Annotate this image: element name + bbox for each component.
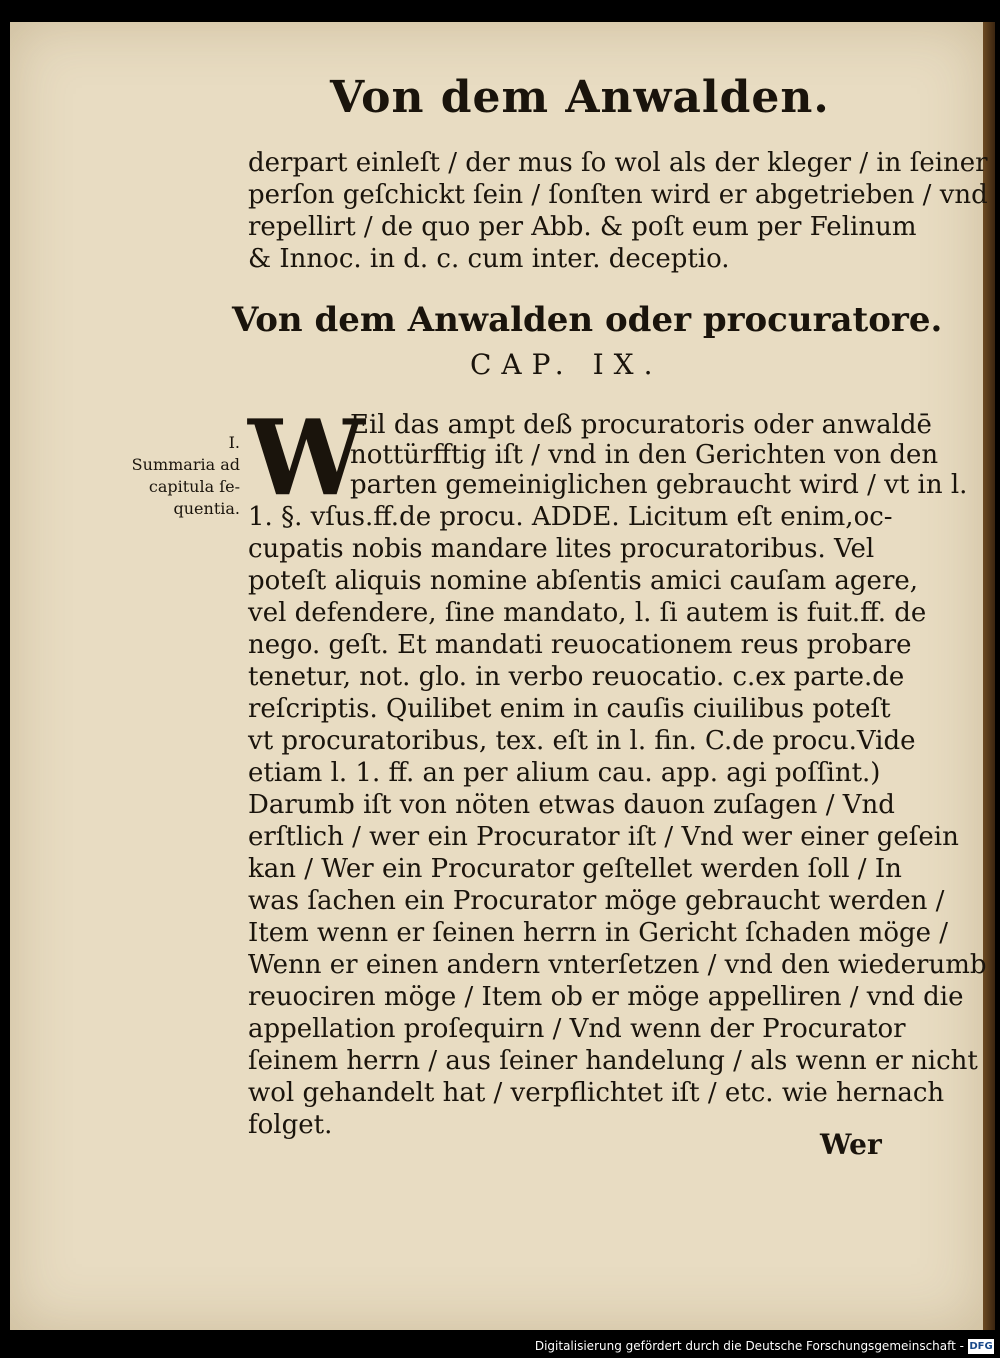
body-line: was ſachen ein Procurator möge gebraucht werden / [248,886,945,916]
body-line: Eil das ampt deß procuratoris oder anwaldē [350,410,932,440]
body-line: Wenn er einen andern vnterſetzen / vnd den wiederumb [248,950,987,980]
body-line: Item wenn er ſeinen herrn in Gericht ſchaden möge / [248,918,949,948]
body-line: Darumb iſt von nöten etwas dauon zuſagen / Vnd [248,790,895,820]
intro-line: repellirt / de quo per Abb. & poſt eum per Felinum [248,212,917,242]
body-line: parten gemeiniglichen gebraucht wird / vt in l. [350,470,968,500]
body-line: wol gehandelt hat / verpflichtet iſt / etc. wie hernach [248,1078,945,1108]
body-line: reſcriptis. Quilibet enim in cauſis ciuilibus poteſt [248,694,891,724]
book-page-edge [983,22,995,1330]
body-line: tenetur, not. glo. in verbo reuocatio. c.ex parte.de [248,662,905,692]
body-line: reuociren möge / Item ob er möge appelliren / vnd die [248,982,964,1012]
body-line: ſeinem herrn / aus ſeiner handelung / als wenn er nicht [248,1046,978,1076]
body-line: nottürfftig iſt / vnd in den Gerichten von den [350,440,939,470]
dfg-logo: DFG [969,1341,993,1352]
intro-line: & Innoc. in d. c. cum inter. deceptio. [248,244,730,274]
body-line: cupatis nobis mandare lites procuratoribus. Vel [248,534,875,564]
decorated-initial: W [248,396,365,519]
margin-note-line: I. [228,433,240,452]
margin-note-line: Summaria ad [131,455,240,474]
footer-bar [0,1336,1000,1358]
margin-note-line: quentia. [173,499,240,518]
margin-note-line: capitula ſe- [148,477,240,496]
chapter-heading: Von dem Anwalden oder procuratore. [232,300,943,340]
catchword: Wer [820,1128,882,1161]
intro-line: perſon geſchickt ſein / ſonſten wird er abgetrieben / vnd [248,180,988,210]
body-line: kan / Wer ein Procurator geſtellet werden ſoll / In [248,854,902,884]
margin-note [120,432,240,520]
body-line: etiam l. 1. ff. an per alium cau. app. agi poſſint.) [248,758,881,788]
intro-line: derpart einleſt / der mus ſo wol als der kleger / in ſeiner [248,148,988,178]
body-line: folget. [248,1110,333,1140]
footer-credit: Digitalisierung gefördert durch die Deutsche Forschungsgemeinschaft - [534,1339,964,1353]
body-line: appellation proſequirn / Vnd wenn der Procurator [248,1014,906,1044]
body-line: vt procuratoribus, tex. eſt in l. fin. C.de procu.Vide [248,726,916,756]
running-head: Von dem Anwalden. [330,72,830,123]
body-line: nego. geſt. Et mandati reuocationem reus probare [248,630,912,660]
chapter-number: CAP. IX. [470,348,663,381]
body-line: 1. §. vſus.ff.de procu. ADDE. Licitum eſt enim,oc- [248,502,893,532]
body-line: poteſt aliquis nomine abſentis amici cauſam agere, [248,566,919,596]
body-line: vel defendere, ſine mandato, l. ſi autem is fuit.ff. de [248,598,927,628]
body-line: erſtlich / wer ein Procurator iſt / Vnd wer einer geſein [248,822,959,852]
